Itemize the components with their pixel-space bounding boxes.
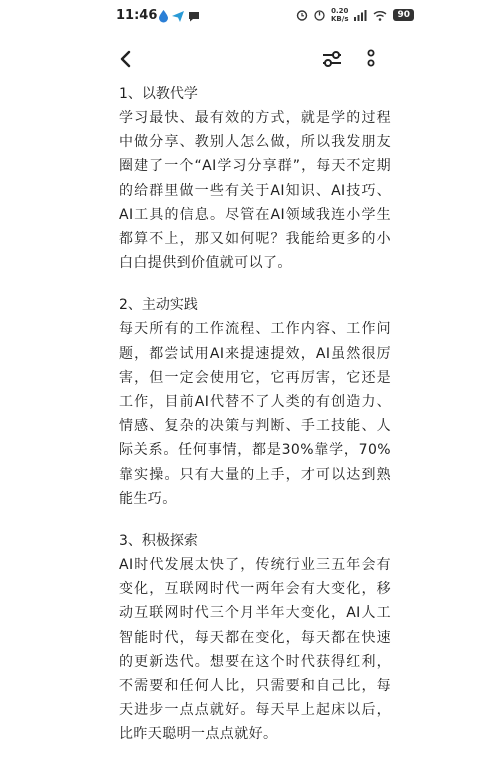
section-heading: 3、积极探索 <box>119 533 198 550</box>
status-time: 11:46 <box>116 8 158 23</box>
battery-level: 90 <box>393 9 414 21</box>
status-notifications <box>159 10 200 22</box>
network-speed-unit: KB/s <box>331 15 349 23</box>
chat-bubble-icon <box>188 11 200 22</box>
article-section <box>119 293 391 511</box>
back-button[interactable] <box>112 46 138 72</box>
more-vertical-icon <box>366 49 376 69</box>
alarm-clock-icon <box>296 9 308 21</box>
status-bar <box>0 0 500 34</box>
article-section <box>119 82 391 275</box>
wifi-icon <box>373 10 387 21</box>
chevron-left-icon <box>119 50 131 68</box>
section-body: 学习最快、最有效的方式，就是学的过程中做分享、教别人怎么做，所以我发朋友圈建了一个“AI学习分享群”，每天不定期的给群里做一些有关于AI知识、AI技巧、AI工具的信息。尽管在AI领域我连小学生都算不上，那又如何呢？我能给更多的小白白提供到价值就可以了。 <box>119 110 391 272</box>
network-speed <box>331 7 348 23</box>
article-content <box>119 82 391 765</box>
section-body: 每天所有的工作流程、工作内容、工作问题，都尝试用AI来提速提效，AI虽然很厉害，但一定会使用它，它再厉害，它还是工作，目前AI代替不了人类的有创造力、情感、复杂的决策与判断、手工技能、人际关系。任何事情，都是30%靠学，70%靠实操。只有大量的上手，才可以达到熟能生巧。 <box>119 321 391 507</box>
adjust-button[interactable] <box>318 46 346 72</box>
send-arrow-icon <box>172 11 184 22</box>
do-not-disturb-icon <box>314 10 325 21</box>
status-right <box>296 7 414 23</box>
article-section <box>119 529 391 747</box>
section-heading: 2、主动实践 <box>119 297 198 314</box>
top-toolbar <box>0 40 500 76</box>
network-speed-value: 0.20 <box>331 7 349 15</box>
section-heading: 1、以教代学 <box>119 86 198 102</box>
sliders-icon <box>321 49 343 69</box>
section-body: AI时代发展太快了，传统行业三五年会有变化，互联网时代一两年会有大变化，移动互联网时代三个月半年大变化，AI人工智能时代，每天都在变化，每天都在快速的更新迭代。想要在这个时代获得红利，不需要和任何人比，只需要和自己比，每天进步一点点就好。每天早上起床以后，比昨天聪明一点点就好。 <box>119 557 391 743</box>
signal-bars-icon <box>354 10 367 21</box>
water-drop-icon <box>159 10 168 22</box>
more-options-button[interactable] <box>360 46 382 72</box>
